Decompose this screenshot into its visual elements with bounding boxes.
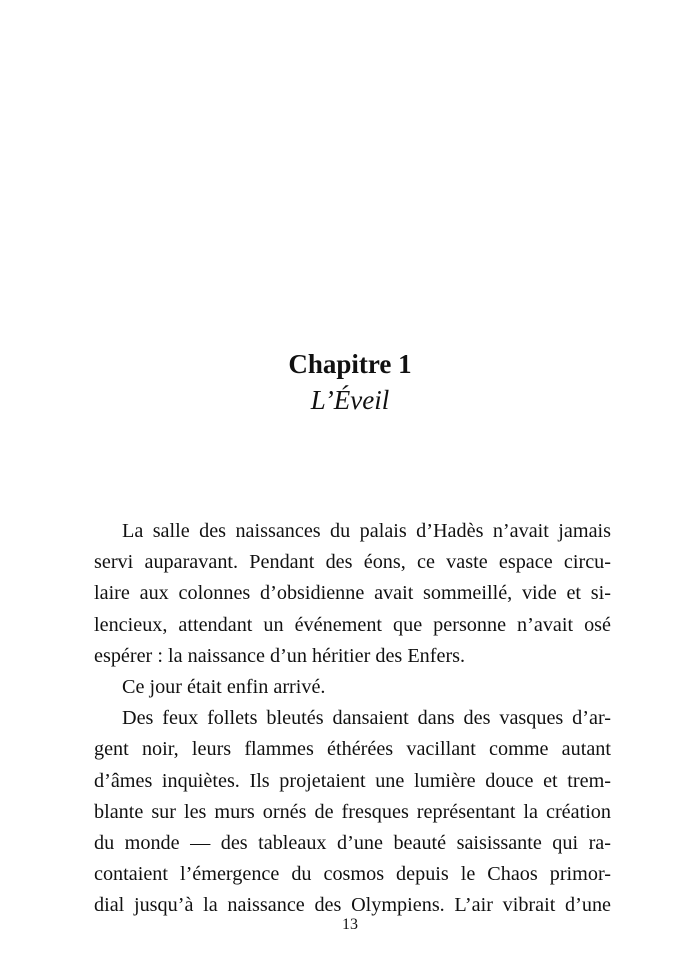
text-line: blante sur les murs ornés de fresques représentant la création bbox=[94, 800, 611, 823]
text-line: servi auparavant. Pendant des éons, ce vaste espace circu- bbox=[94, 551, 611, 574]
text-line: Des feux follets bleutés dansaient dans des vasques d’ar- bbox=[122, 707, 611, 730]
text-line: espérer : la naissance d’un héritier des Enfers. bbox=[94, 644, 466, 667]
text-line: gent noir, leurs flammes éthérées vacillant comme autant bbox=[94, 738, 611, 761]
text-line: contaient l’émergence du cosmos depuis le Chaos primor- bbox=[94, 863, 611, 886]
text-line: La salle des naissances du palais d’Hadès n’avait jamais bbox=[122, 520, 611, 542]
text-line: du monde — des tableaux d’une beauté saisissante qui ra- bbox=[94, 831, 611, 854]
text-line: d’âmes inquiètes. Ils projetaient une lumière douce et trem- bbox=[94, 769, 611, 792]
text-line: dial jusqu’à la naissance des Olympiens. L’air vibrait d’une bbox=[94, 894, 611, 917]
text-line: laire aux colonnes d’obsidienne avait sommeillé, vide et si- bbox=[94, 582, 611, 605]
chapter-number: Chapitre 1 bbox=[288, 349, 412, 379]
text-line: lencieux, attendant un événement que personne n’avait osé bbox=[94, 613, 611, 636]
text-line: Ce jour était enfin arrivé. bbox=[122, 675, 326, 698]
chapter-title: L’Éveil bbox=[310, 385, 390, 415]
chapter-heading bbox=[0, 346, 700, 418]
page-number: 13 bbox=[342, 916, 358, 933]
chapter-body-text bbox=[94, 516, 611, 921]
